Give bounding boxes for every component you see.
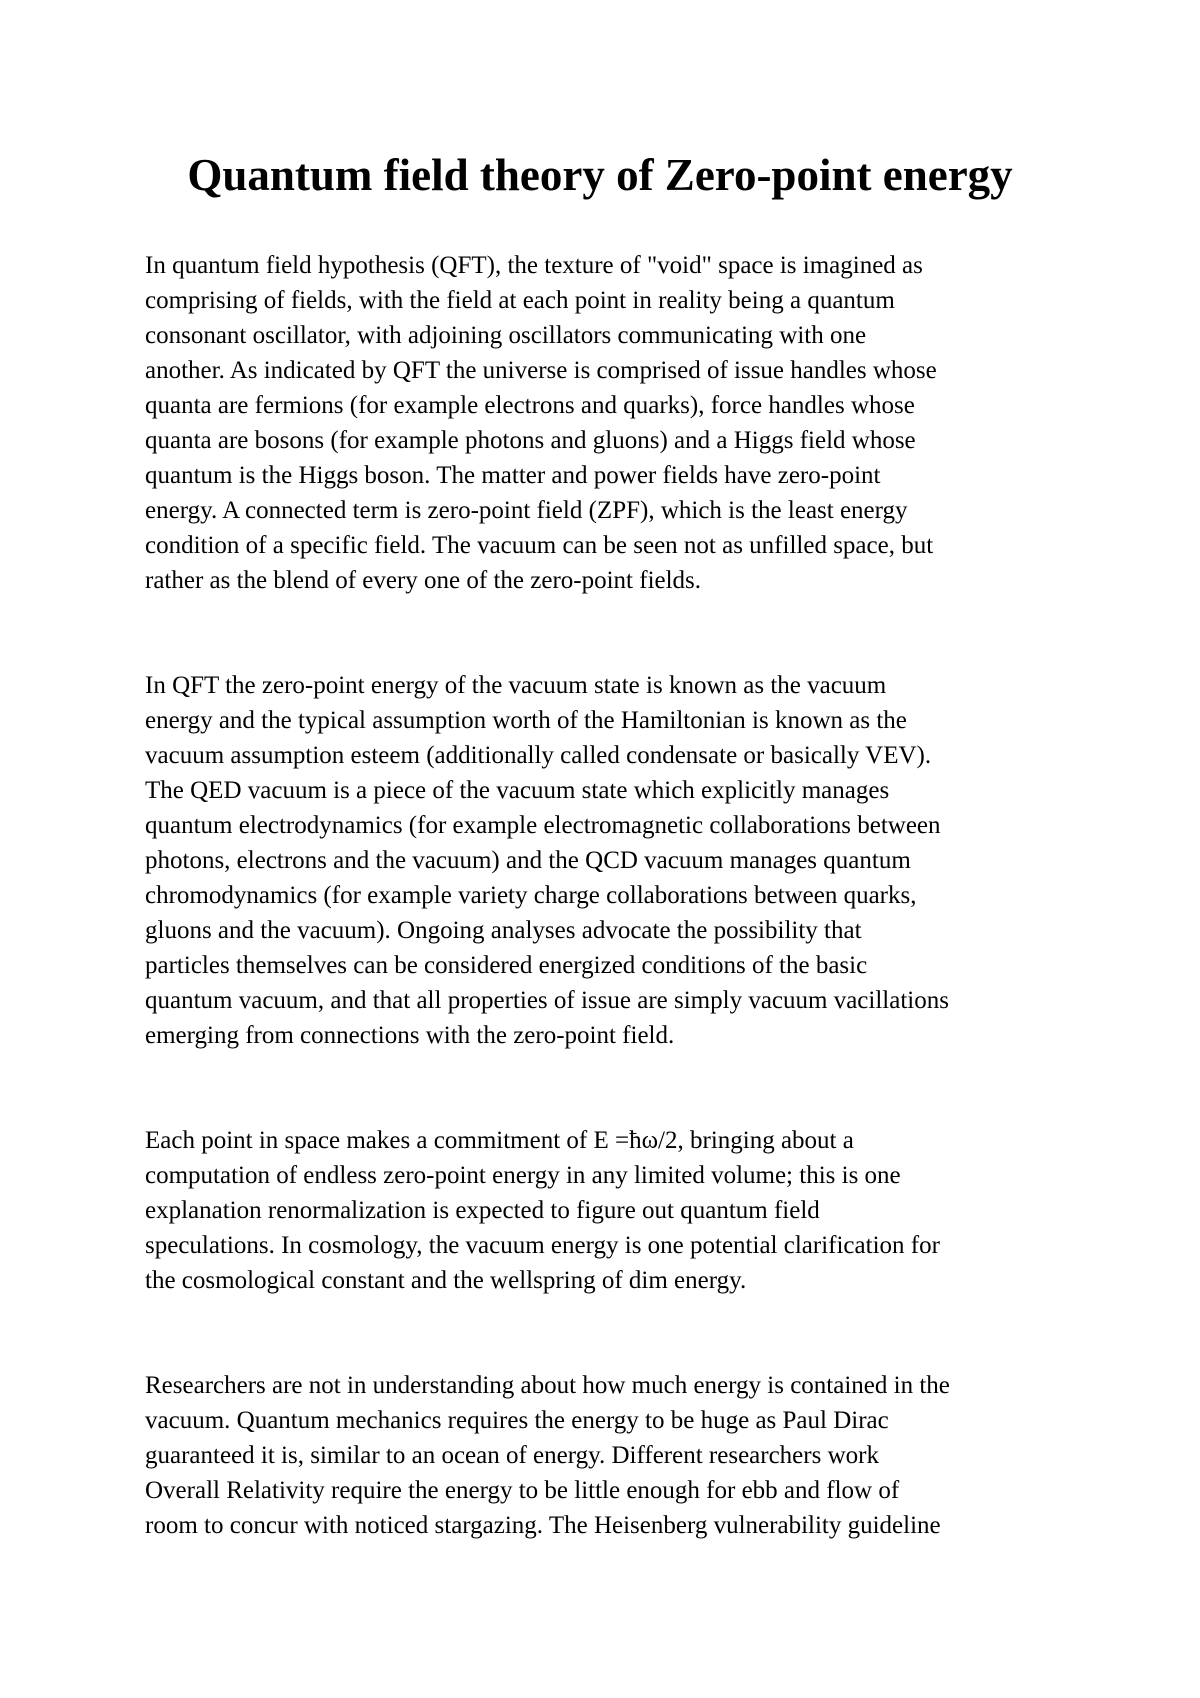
text-line: quanta are bosons (for example photons and gluons) and a Higgs field whose <box>145 427 916 454</box>
text-line: quanta are fermions (for example electrons and quarks), force handles whose <box>145 392 915 419</box>
document-body <box>145 248 1075 1543</box>
text-line: vacuum. Quantum mechanics requires the energy to be huge as Paul Dirac <box>145 1407 889 1434</box>
text-line: Each point in space makes a commitment of E =ħω/2, bringing about a <box>145 1127 854 1154</box>
paragraph-1 <box>145 248 1075 598</box>
paragraph-2 <box>145 668 1075 1053</box>
text-line: Researchers are not in understanding about how much energy is contained in the <box>145 1372 950 1399</box>
text-line: consonant oscillator, with adjoining oscillators communicating with one <box>145 322 867 349</box>
text-line: photons, electrons and the vacuum) and the QCD vacuum manages quantum <box>145 847 911 874</box>
text-line: guaranteed it is, similar to an ocean of energy. Different researchers work <box>145 1442 879 1469</box>
text-line: rather as the blend of every one of the zero-point fields. <box>145 567 702 594</box>
text-line: energy. A connected term is zero-point field (ZPF), which is the least energy <box>145 497 908 524</box>
text-line: speculations. In cosmology, the vacuum energy is one potential clarification for <box>145 1232 940 1259</box>
text-line: gluons and the vacuum). Ongoing analyses advocate the possibility that <box>145 917 862 944</box>
text-line: comprising of fields, with the field at each point in reality being a quantum <box>145 287 895 314</box>
text-line: energy and the typical assumption worth of the Hamiltonian is known as the <box>145 707 907 734</box>
text-line: explanation renormalization is expected to figure out quantum field <box>145 1197 820 1224</box>
text-line: quantum is the Higgs boson. The matter and power fields have zero-point <box>145 462 881 489</box>
text-line: particles themselves can be considered energized conditions of the basic <box>145 952 868 979</box>
text-line: The QED vacuum is a piece of the vacuum state which explicitly manages <box>145 777 890 804</box>
text-line: the cosmological constant and the wellspring of dim energy. <box>145 1267 747 1294</box>
text-line: In QFT the zero-point energy of the vacuum state is known as the vacuum <box>145 672 887 699</box>
text-line: vacuum assumption esteem (additionally called condensate or basically VEV). <box>145 742 932 769</box>
text-line: condition of a specific field. The vacuum can be seen not as unfilled space, but <box>145 532 934 559</box>
text-line: In quantum field hypothesis (QFT), the texture of "void" space is imagined as <box>145 252 923 279</box>
text-line: another. As indicated by QFT the universe is comprised of issue handles whose <box>145 357 937 384</box>
text-line: room to concur with noticed stargazing. The Heisenberg vulnerability guideline <box>145 1512 941 1539</box>
paragraph-4 <box>145 1368 1075 1543</box>
text-line: chromodynamics (for example variety charge collaborations between quarks, <box>145 882 917 909</box>
paragraph-3 <box>145 1123 1075 1298</box>
text-line: Overall Relativity require the energy to be little enough for ebb and flow of <box>145 1477 900 1504</box>
document-title: Quantum field theory of Zero-point energy <box>187 150 1013 200</box>
text-line: computation of endless zero-point energy in any limited volume; this is one <box>145 1162 901 1189</box>
text-line: quantum electrodynamics (for example electromagnetic collaborations between <box>145 812 941 839</box>
text-line: emerging from connections with the zero-point field. <box>145 1022 675 1049</box>
text-line: quantum vacuum, and that all properties of issue are simply vacuum vacillations <box>145 987 949 1014</box>
